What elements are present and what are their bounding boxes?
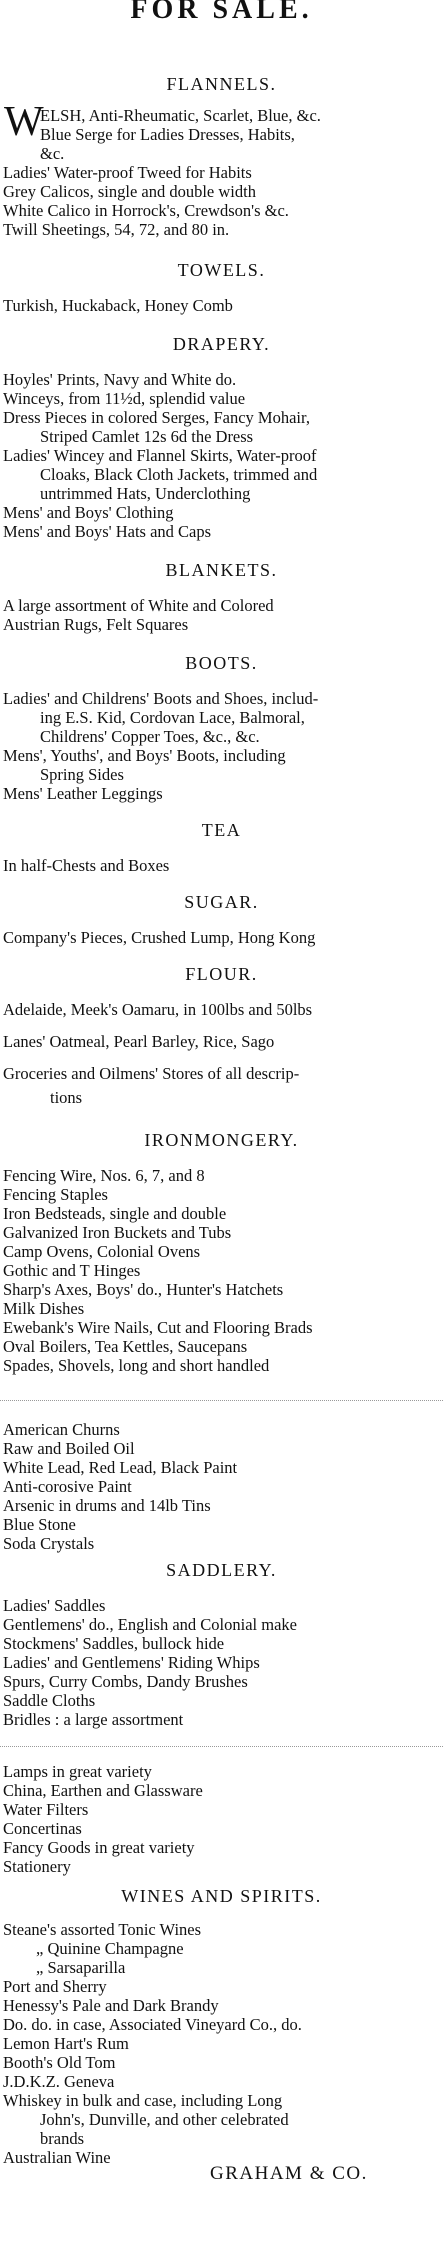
- list-item: White Calico in Horrock's, Crewdson's &c.: [3, 201, 289, 220]
- signature: GRAHAM & CO.: [210, 2163, 368, 2184]
- section-heading-towels: TOWELS.: [177, 260, 266, 280]
- list-item: &c.: [40, 144, 65, 163]
- list-item: „ Quinine Champagne: [36, 1939, 184, 1958]
- list-item: Ewebank's Wire Nails, Cut and Flooring Brads: [3, 1318, 313, 1337]
- list-item: Concertinas: [3, 1819, 82, 1838]
- section-heading-sugar: SUGAR.: [184, 892, 259, 912]
- list-item: China, Earthen and Glassware: [3, 1781, 203, 1800]
- section-heading-ironmongery: IRONMONGERY.: [144, 1130, 299, 1150]
- list-item: A large assortment of White and Colored: [3, 596, 274, 615]
- list-item: brands: [40, 2129, 84, 2148]
- list-item: Water Filters: [3, 1800, 89, 1819]
- list-item: Ladies' Wincey and Flannel Skirts, Water-proof: [3, 446, 317, 465]
- list-item: Fencing Wire, Nos. 6, 7, and 8: [3, 1166, 205, 1185]
- list-item: Bridles : a large assortment: [3, 1710, 184, 1729]
- list-item: John's, Dunville, and other celebrated: [40, 2110, 289, 2129]
- list-item: Spurs, Curry Combs, Dandy Brushes: [3, 1672, 248, 1691]
- list-item: Galvanized Iron Buckets and Tubs: [3, 1223, 232, 1242]
- list-item: Hoyles' Prints, Navy and White do.: [3, 370, 237, 389]
- divider: [0, 1400, 443, 1401]
- list-item: White Lead, Red Lead, Black Paint: [3, 1458, 238, 1477]
- list-item: Milk Dishes: [3, 1299, 85, 1318]
- list-item: Do. do. in case, Associated Vineyard Co., do.: [3, 2015, 302, 2034]
- list-item: Company's Pieces, Crushed Lump, Hong Kong: [3, 928, 316, 947]
- list-item: In half-Chests and Boxes: [3, 856, 170, 875]
- list-item: Adelaide, Meek's Oamaru, in 100lbs and 50lbs: [3, 1000, 313, 1019]
- list-item: Mens' and Boys' Clothing: [3, 503, 174, 522]
- section-heading-flour: FLOUR.: [185, 964, 258, 984]
- list-item: „ Sarsaparilla: [36, 1958, 126, 1977]
- list-item: Anti-corosive Paint: [3, 1477, 132, 1496]
- list-item: Mens' and Boys' Hats and Caps: [3, 522, 212, 541]
- list-item: Ladies' and Gentlemens' Riding Whips: [3, 1653, 260, 1672]
- list-item: Spring Sides: [40, 765, 124, 784]
- list-item: Booth's Old Tom: [3, 2053, 116, 2072]
- list-item: Austrian Rugs, Felt Squares: [3, 615, 189, 634]
- list-item: Soda Crystals: [3, 1534, 95, 1553]
- list-item: Blue Serge for Ladies Dresses, Habits,: [40, 125, 295, 144]
- list-item: Lanes' Oatmeal, Pearl Barley, Rice, Sago: [3, 1032, 275, 1051]
- list-item: Striped Camlet 12s 6d the Dress: [40, 427, 254, 446]
- list-item: ELSH, Anti-Rheumatic, Scarlet, Blue, &c.: [40, 106, 321, 125]
- section-heading-flannels: FLANNELS.: [166, 74, 277, 94]
- list-item: Ladies' Water-proof Tweed for Habits: [3, 163, 252, 182]
- list-item: Groceries and Oilmens' Stores of all descrip-: [3, 1064, 300, 1083]
- list-item: Winceys, from 11½d, splendid value: [3, 389, 246, 408]
- list-item: Twill Sheetings, 54, 72, and 80 in.: [3, 220, 230, 239]
- list-item: Fancy Goods in great variety: [3, 1838, 195, 1857]
- list-item: Childrens' Copper Toes, &c., &c.: [40, 727, 260, 746]
- list-item: Cloaks, Black Cloth Jackets, trimmed and: [40, 465, 318, 484]
- list-item: Mens' Leather Leggings: [3, 784, 163, 803]
- section-heading-blankets: BLANKETS.: [165, 560, 278, 580]
- list-item: Iron Bedsteads, single and double: [3, 1204, 227, 1223]
- list-item: Oval Boilers, Tea Kettles, Saucepans: [3, 1337, 248, 1356]
- list-item: Arsenic in drums and 14lb Tins: [3, 1496, 211, 1515]
- list-item: Ladies' Saddles: [3, 1596, 106, 1615]
- list-item: Saddle Cloths: [3, 1691, 96, 1710]
- list-item: Gentlemens' do., English and Colonial make: [3, 1615, 297, 1634]
- list-item: Grey Calicos, single and double width: [3, 182, 256, 201]
- list-item: Henessy's Pale and Dark Brandy: [3, 1996, 219, 2015]
- list-item: Camp Ovens, Colonial Ovens: [3, 1242, 201, 1261]
- list-item: Mens', Youths', and Boys' Boots, including: [3, 746, 286, 765]
- list-item: J.D.K.Z. Geneva: [3, 2072, 115, 2091]
- list-item: Stationery: [3, 1857, 71, 1876]
- section-heading-tea: TEA: [201, 820, 242, 840]
- list-item: Ladies' and Childrens' Boots and Shoes, includ-: [3, 689, 319, 708]
- list-item: American Churns: [3, 1420, 120, 1439]
- list-item: Stockmens' Saddles, bullock hide: [3, 1634, 225, 1653]
- drop-cap: W: [4, 99, 44, 145]
- list-item: Steane's assorted Tonic Wines: [3, 1920, 202, 1939]
- list-item: Lamps in great variety: [3, 1762, 152, 1781]
- section-heading-boots: BOOTS.: [185, 653, 258, 673]
- list-item: Lemon Hart's Rum: [3, 2034, 129, 2053]
- list-item: Dress Pieces in colored Serges, Fancy Mohair,: [3, 408, 310, 427]
- list-item: untrimmed Hats, Underclothing: [40, 484, 251, 503]
- list-item: ing E.S. Kid, Cordovan Lace, Balmoral,: [40, 708, 305, 727]
- list-item: Turkish, Huckaback, Honey Comb: [3, 296, 233, 315]
- list-item: Blue Stone: [3, 1515, 76, 1534]
- list-item: Fencing Staples: [3, 1185, 108, 1204]
- section-heading-drapery: DRAPERY.: [172, 334, 271, 354]
- page-title: FOR SALE.: [130, 0, 313, 25]
- list-item: tions: [50, 1088, 83, 1107]
- list-item: Spades, Shovels, long and short handled: [3, 1356, 270, 1375]
- list-item: Australian Wine: [3, 2148, 111, 2167]
- list-item: Whiskey in bulk and case, including Long: [3, 2091, 283, 2110]
- list-item: Raw and Boiled Oil: [3, 1439, 135, 1458]
- section-heading-saddlery: SADDLERY.: [166, 1560, 277, 1580]
- list-item: Gothic and T Hinges: [3, 1261, 141, 1280]
- divider: [0, 1746, 443, 1747]
- list-item: Port and Sherry: [3, 1977, 107, 1996]
- list-item: Sharp's Axes, Boys' do., Hunter's Hatchets: [3, 1280, 284, 1299]
- section-heading-wines: WINES AND SPIRITS.: [121, 1886, 322, 1906]
